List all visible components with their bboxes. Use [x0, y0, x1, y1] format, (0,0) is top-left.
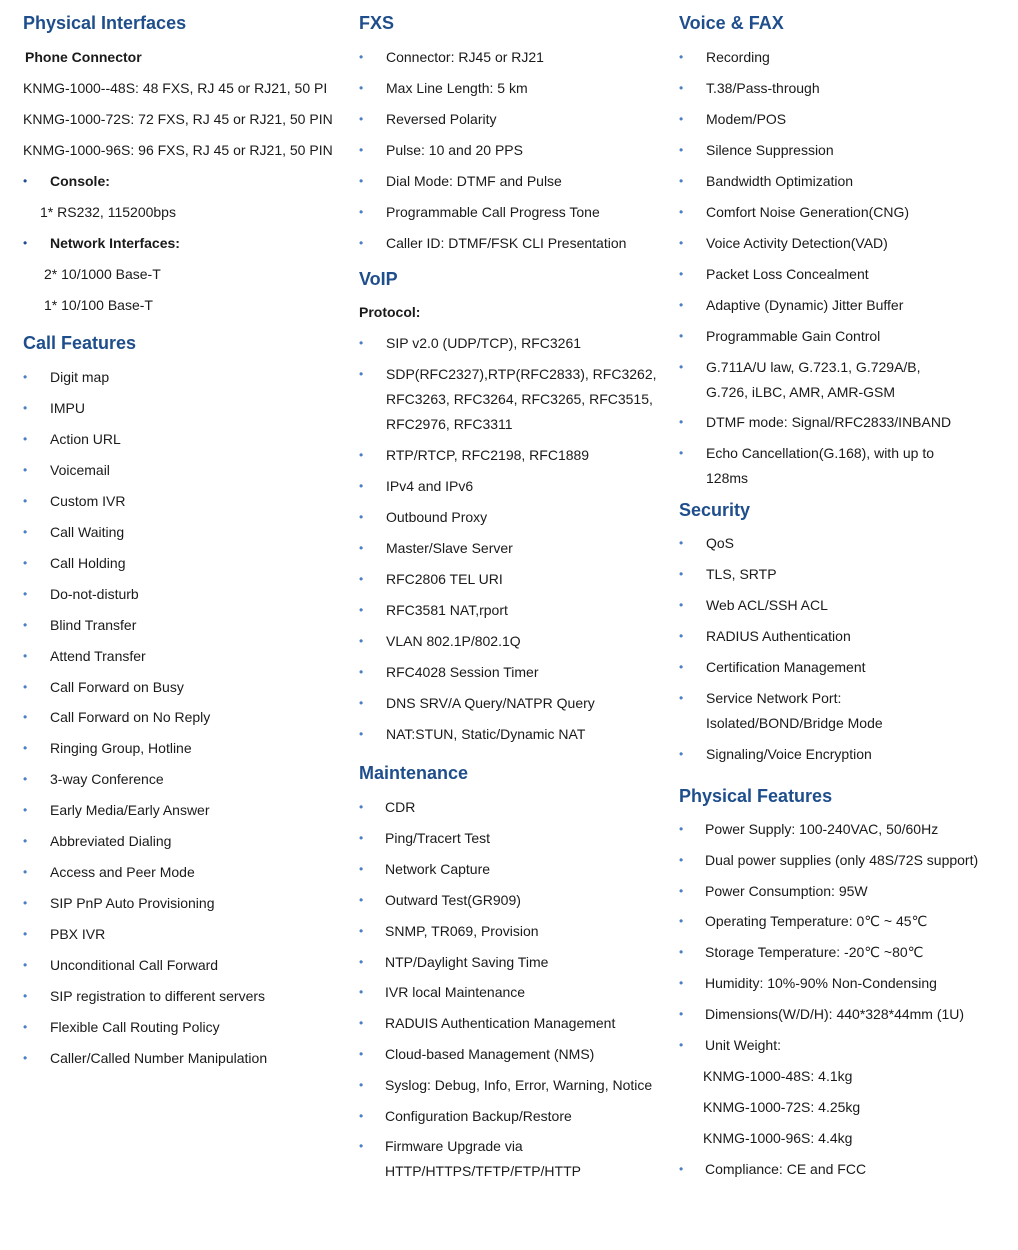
- list-item: Dual power supplies (only 48S/72S support): [705, 851, 979, 868]
- list-item: Voicemail: [50, 461, 110, 478]
- bullet-icon: •: [23, 679, 28, 694]
- bullet-icon: •: [23, 710, 28, 725]
- physical-interfaces-heading: Physical Interfaces: [23, 13, 187, 33]
- call-features-heading: Call Features: [23, 333, 137, 353]
- list-item: Flexible Call Routing Policy: [50, 1018, 220, 1035]
- voip-heading: VoIP: [359, 269, 398, 289]
- bullet-icon: •: [359, 800, 364, 814]
- bullet-icon: •: [359, 696, 364, 710]
- list-item: Reversed Polarity: [386, 111, 497, 127]
- list-item: Cloud-based Management (NMS): [385, 1046, 595, 1063]
- list-item: Digit map: [50, 369, 110, 385]
- bullet-icon: •: [679, 567, 684, 581]
- bullet-icon: •: [359, 1078, 364, 1093]
- bullet-icon: •: [679, 945, 684, 960]
- bullet-icon: •: [23, 617, 28, 632]
- list-item: RFC4028 Session Timer: [386, 664, 539, 680]
- bullet-icon: •: [359, 510, 364, 524]
- bullet-icon: •: [679, 329, 684, 343]
- bullet-icon: •: [679, 50, 684, 64]
- weight-72s: KNMG-1000-72S: 4.25kg: [703, 1099, 861, 1115]
- list-item: Programmable Gain Control: [706, 328, 881, 344]
- bullet-icon: •: [23, 989, 28, 1003]
- bullet-icon: •: [359, 236, 364, 250]
- physical-features-heading: Physical Features: [679, 786, 833, 806]
- network-interfaces-label: Network Interfaces:: [50, 235, 180, 251]
- list-item: Caller/Called Number Manipulation: [50, 1049, 268, 1066]
- list-item: Adaptive (Dynamic) Jitter Buffer: [706, 297, 904, 313]
- bullet-icon: •: [679, 691, 684, 705]
- weight-96s: KNMG-1000-96S: 4.4kg: [703, 1130, 853, 1146]
- list-item: IMPU: [50, 399, 85, 416]
- list-item: Programmable Call Progress Tone: [386, 204, 600, 220]
- bullet-icon: •: [679, 976, 684, 990]
- bullet-icon: •: [359, 985, 364, 1000]
- bullet-icon: •: [359, 1047, 364, 1062]
- bullet-icon: •: [23, 741, 28, 756]
- list-item: RTP/RTCP, RFC2198, RFC1889: [386, 447, 590, 463]
- bullet-icon: •: [679, 298, 684, 312]
- fxs-heading: FXS: [359, 13, 395, 33]
- list-item: Dimensions(W/D/H): 440*328*44mm (1U): [705, 1005, 965, 1022]
- list-item: TLS, SRTP: [706, 566, 777, 582]
- list-item: Web ACL/SSH ACL: [706, 597, 828, 613]
- bullet-icon: •: [359, 50, 364, 64]
- bullet-icon: •: [23, 524, 28, 539]
- list-item: SIP PnP Auto Provisioning: [50, 895, 215, 912]
- list-item: Pulse: 10 and 20 PPS: [386, 142, 523, 158]
- list-item: Custom IVR: [50, 492, 126, 509]
- firmware-upgrade-line-2: HTTP/HTTPS/TFTP/FTP/HTTP: [385, 1163, 581, 1179]
- bullet-icon: •: [23, 1050, 28, 1065]
- list-item: Unconditional Call Forward: [50, 957, 219, 974]
- bullet-icon: •: [359, 861, 364, 876]
- list-item: 3-way Conference: [50, 771, 164, 788]
- bullet-icon: •: [359, 954, 364, 969]
- bullet-icon: •: [679, 205, 684, 219]
- bullet-icon: •: [679, 267, 684, 281]
- bullet-icon: •: [23, 431, 28, 446]
- bullet-icon: •: [679, 1037, 684, 1052]
- list-item: Abbreviated Dialing: [50, 833, 172, 850]
- bullet-icon: •: [359, 541, 364, 555]
- bullet-icon: •: [23, 834, 28, 849]
- bullet-icon: •: [23, 174, 28, 188]
- bullet-icon: •: [679, 1162, 684, 1176]
- list-item: Call Holding: [50, 554, 126, 571]
- bullet-icon: •: [23, 896, 28, 911]
- bullet-icon: •: [679, 81, 684, 95]
- list-item: QoS: [706, 535, 735, 551]
- security-heading: Security: [679, 500, 751, 520]
- list-item: Action URL: [50, 430, 121, 447]
- bullet-icon: •: [679, 660, 684, 674]
- bullet-icon: •: [679, 914, 684, 929]
- list-item: IVR local Maintenance: [385, 984, 526, 1001]
- bullet-icon: •: [359, 572, 364, 586]
- list-item: Silence Suppression: [706, 142, 834, 158]
- phone-line-96s: KNMG-1000-96S: 96 FXS, RJ 45 or RJ21, 50 PIN: [23, 142, 333, 158]
- bullet-icon: •: [359, 634, 364, 648]
- bullet-icon: •: [359, 367, 364, 381]
- weight-48s: KNMG-1000-48S: 4.1kg: [703, 1068, 853, 1084]
- bullet-icon: •: [679, 852, 684, 867]
- list-item: Outward Test(GR909): [385, 891, 521, 908]
- bullet-icon: •: [359, 448, 364, 462]
- bullet-icon: •: [679, 415, 684, 429]
- list-item: Certification Management: [706, 659, 866, 675]
- list-item: Power Supply: 100-240VAC, 50/60Hz: [705, 821, 939, 837]
- list-item: CDR: [385, 799, 416, 815]
- bullet-icon: •: [679, 360, 684, 374]
- bullet-icon: •: [679, 174, 684, 188]
- bullet-icon: •: [679, 822, 684, 836]
- console-label: Console:: [50, 173, 110, 189]
- list-item: RADUIS Authentication Management: [385, 1015, 616, 1032]
- network-value-gigabit: 2* 10/1000 Base-T: [44, 266, 161, 282]
- bullet-icon: •: [23, 865, 28, 880]
- list-item: IPv4 and IPv6: [386, 478, 474, 494]
- list-item: Max Line Length: 5 km: [386, 80, 528, 96]
- list-item: Ping/Tracert Test: [385, 829, 491, 846]
- bullet-icon: •: [23, 772, 28, 787]
- voice-fax-heading: Voice & FAX: [679, 13, 784, 33]
- voip-item: SIP v2.0 (UDP/TCP), RFC3261: [386, 335, 582, 351]
- bullet-icon: •: [23, 400, 28, 415]
- bullet-icon: •: [359, 665, 364, 679]
- list-item: Storage Temperature: -20℃ ~80℃: [705, 944, 924, 961]
- bullet-icon: •: [359, 923, 364, 938]
- bullet-icon: •: [23, 1019, 28, 1034]
- list-item: Caller ID: DTMF/FSK CLI Presentation: [386, 235, 627, 251]
- list-item: Bandwidth Optimization: [706, 173, 854, 189]
- bullet-icon: •: [23, 493, 28, 508]
- dtmf-mode: DTMF mode: Signal/RFC2833/INBAND: [706, 414, 952, 430]
- service-port-line-2: Isolated/BOND/Bridge Mode: [706, 715, 883, 731]
- codec-line-1: G.711A/U law, G.723.1, G.729A/B,: [706, 359, 921, 375]
- list-item: Humidity: 10%-90% Non-Condensing: [705, 975, 937, 991]
- bullet-icon: •: [679, 446, 684, 460]
- list-item: Master/Slave Server: [386, 540, 513, 556]
- bullet-icon: •: [359, 892, 364, 907]
- phone-line-72s: KNMG-1000-72S: 72 FXS, RJ 45 or RJ21, 50 PIN: [23, 111, 333, 127]
- list-item: Call Waiting: [50, 523, 125, 540]
- voip-item-sdp-line-2: RFC3263, RFC3264, RFC3265, RFC3515,: [386, 391, 653, 407]
- phone-connector-label: Phone Connector: [25, 49, 142, 65]
- list-item: Modem/POS: [706, 111, 787, 127]
- compliance: Compliance: CE and FCC: [705, 1161, 867, 1177]
- bullet-icon: •: [359, 479, 364, 493]
- list-item: Comfort Noise Generation(CNG): [706, 204, 910, 220]
- list-item: SNMP, TR069, Provision: [385, 922, 539, 939]
- bullet-icon: •: [359, 143, 364, 157]
- list-item: Dial Mode: DTMF and Pulse: [386, 173, 562, 189]
- list-item: Voice Activity Detection(VAD): [706, 235, 888, 251]
- bullet-icon: •: [679, 143, 684, 157]
- bullet-icon: •: [679, 1006, 684, 1021]
- list-item: Call Forward on No Reply: [50, 709, 211, 726]
- list-item: Early Media/Early Answer: [50, 802, 210, 819]
- list-item: Access and Peer Mode: [50, 864, 195, 881]
- bullet-icon: •: [23, 555, 28, 570]
- list-item: DNS SRV/A Query/NATPR Query: [386, 695, 595, 711]
- bullet-icon: •: [679, 236, 684, 250]
- bullet-icon: •: [359, 1109, 364, 1123]
- list-item: Ringing Group, Hotline: [50, 740, 192, 757]
- bullet-icon: •: [23, 927, 28, 942]
- bullet-icon: •: [359, 81, 364, 95]
- list-item: Configuration Backup/Restore: [385, 1108, 572, 1124]
- list-item: Network Capture: [385, 860, 491, 877]
- voip-item-sdp-line-3: RFC2976, RFC3311: [386, 416, 513, 432]
- bullet-icon: •: [679, 883, 684, 898]
- list-item: Blind Transfer: [50, 616, 137, 633]
- bullet-icon: •: [359, 205, 364, 219]
- bullet-icon: •: [23, 648, 28, 663]
- list-item: Do-not-disturb: [50, 585, 139, 602]
- list-item: Attend Transfer: [50, 647, 146, 664]
- bullet-icon: •: [359, 603, 364, 617]
- list-item: NTP/Daylight Saving Time: [385, 953, 549, 970]
- list-item: Recording: [706, 49, 770, 65]
- bullet-icon: •: [679, 598, 684, 612]
- codec-line-2: G.726, iLBC, AMR, AMR-GSM: [706, 384, 896, 400]
- voip-item-sdp-line-1: SDP(RFC2327),RTP(RFC2833), RFC3262,: [386, 366, 657, 382]
- maintenance-heading: Maintenance: [359, 763, 469, 783]
- list-item: Syslog: Debug, Info, Error, Warning, Notice: [385, 1077, 653, 1094]
- list-item: Power Consumption: 95W: [705, 882, 868, 899]
- list-item: SIP registration to different servers: [50, 988, 266, 1004]
- list-item: VLAN 802.1P/802.1Q: [386, 633, 521, 649]
- bullet-icon: •: [23, 958, 28, 973]
- bullet-icon: •: [23, 236, 28, 250]
- list-item: T.38/Pass-through: [706, 80, 820, 96]
- list-item: Outbound Proxy: [386, 509, 488, 525]
- list-item: Packet Loss Concealment: [706, 266, 869, 282]
- list-item: Unit Weight:: [705, 1036, 781, 1053]
- list-item: PBX IVR: [50, 926, 106, 943]
- bullet-icon: •: [679, 629, 684, 643]
- signaling-encryption: Signaling/Voice Encryption: [706, 746, 872, 762]
- list-item: Operating Temperature: 0℃ ~ 45℃: [705, 913, 928, 930]
- console-value: 1* RS232, 115200bps: [40, 204, 176, 220]
- bullet-icon: •: [359, 727, 364, 741]
- bullet-icon: •: [359, 830, 364, 845]
- firmware-upgrade-line-1: Firmware Upgrade via: [385, 1138, 523, 1154]
- list-item: Connector: RJ45 or RJ21: [386, 49, 544, 65]
- bullet-icon: •: [679, 536, 684, 550]
- bullet-icon: •: [679, 747, 684, 761]
- bullet-icon: •: [23, 803, 28, 818]
- bullet-icon: •: [359, 336, 364, 350]
- echo-cancel-line-2: 128ms: [706, 470, 749, 486]
- phone-line-48s: KNMG-1000--48S: 48 FXS, RJ 45 or RJ21, 50 PI: [23, 80, 328, 96]
- list-item: RFC2806 TEL URI: [386, 571, 503, 587]
- protocol-label: Protocol:: [359, 304, 421, 320]
- service-port-line-1: Service Network Port:: [706, 690, 842, 706]
- bullet-icon: •: [23, 462, 28, 477]
- list-item: NAT:STUN, Static/Dynamic NAT: [386, 726, 586, 742]
- bullet-icon: •: [23, 586, 28, 601]
- bullet-icon: •: [359, 1139, 364, 1153]
- list-item: Call Forward on Busy: [50, 678, 184, 695]
- bullet-icon: •: [359, 112, 364, 126]
- bullet-icon: •: [23, 370, 28, 384]
- network-value-fast: 1* 10/100 Base-T: [44, 297, 153, 313]
- bullet-icon: •: [359, 174, 364, 188]
- list-item: RFC3581 NAT,rport: [386, 602, 508, 618]
- list-item: RADIUS Authentication: [706, 628, 851, 644]
- bullet-icon: •: [679, 112, 684, 126]
- bullet-icon: •: [359, 1016, 364, 1031]
- echo-cancel-line-1: Echo Cancellation(G.168), with up to: [706, 445, 935, 461]
